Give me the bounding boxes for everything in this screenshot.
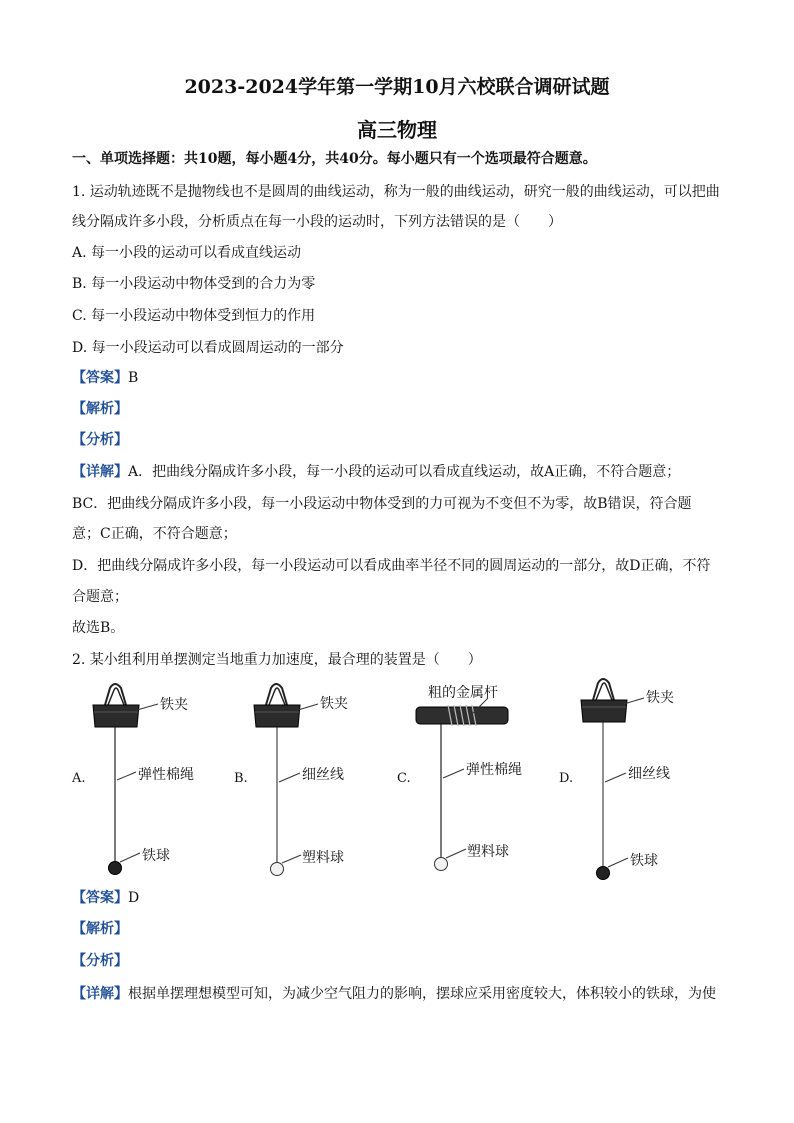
figure-c-string-label: 弹性棉绳 [466,762,522,778]
figure-a-letter: A. [72,771,86,786]
q1-detail-line4: D．把曲线分隔成许多小段，每一小段运动可以看成曲率半径不同的圆周运动的一部分，故D正确，不符 [72,558,711,574]
q1-stem-line2: 线分隔成许多小段，分析质点在每一小段的运动时，下列方法错误的是（ ） [72,214,562,230]
detail-tag: 【详解】 [72,986,128,1002]
q2-detail1: 根据单摆理想模型可知，为减少空气阻力的影响，摆球应采用密度较大，体积较小的铁球，为使 [128,986,716,1002]
q2-analysis-tag-line [72,919,722,939]
q1-option-c: C. 每一小段运动中物体受到恒力的作用 [72,308,316,324]
q2-answer: D [128,890,140,906]
figure-d-ball [597,867,610,880]
figure-c-top-label: 粗的金属杆 [428,685,498,701]
q2-answer-line [72,888,722,908]
figure-d-string-label: 细丝线 [628,766,670,782]
figure-b-ball-label: 塑料球 [302,850,344,866]
figure-a-clip-icon [93,684,139,727]
figure-c-rod-icon [416,705,508,726]
figure-d-ball-label: 铁球 [630,853,658,869]
q1-stem-line1: 1. 运动轨迹既不是抛物线也不是圆周的曲线运动，称为一般的曲线运动，研究一般的曲线运动，可以把曲 [72,184,720,200]
figure-d-letter: D. [559,771,574,786]
exam-title: 2023-2024学年第一学期10月六校联合调研试题 [184,76,610,98]
figure-d-clip-icon [581,679,627,722]
answer-tag: 【答案】 [72,890,128,906]
figure-d-top-label: 铁夹 [646,690,674,706]
analysis-tag: 【解析】 [72,401,128,417]
q1-answer: B [128,370,139,386]
q2-stem: 2. 某小组利用单摆测定当地重力加速度，最合理的装置是（ ） [72,652,482,668]
figure-c-ball [435,858,448,871]
detail-tag: 【详解】 [72,464,128,480]
q1-option-a: A. 每一小段的运动可以看成直线运动 [72,245,302,261]
figure-c-ball-label: 塑料球 [467,844,509,860]
exam-subtitle: 高三物理 [357,118,437,142]
answer-tag: 【答案】 [72,370,128,386]
figure-b-top-label: 铁夹 [320,696,348,712]
figure-a-top-label: 铁夹 [160,697,188,713]
figure-c-letter: C. [397,771,411,786]
q2-fenxi-tag-line [72,951,722,971]
q1-detail1: A．把曲线分隔成许多小段，每一小段的运动可以看成直线运动，故A正确，不符合题意； [128,464,681,480]
q1-detail-line3: 意；C正确，不符合题意； [72,526,237,542]
q1-conclusion: 故选B。 [72,620,125,636]
figure-b-ball [271,863,284,876]
figure-b-string-label: 细丝线 [302,767,344,783]
analysis-tag: 【解析】 [72,921,128,937]
q2-detail-line1 [72,984,722,1004]
q1-option-d: D. 每一小段运动可以看成圆周运动的一部分 [72,340,344,356]
figure-b-letter: B. [234,771,248,786]
figure-b-clip-icon [254,684,300,727]
figure-a-ball [109,862,122,875]
fenxi-tag: 【分析】 [72,432,128,448]
q1-option-b: B. 每一小段运动中物体受到的合力为零 [72,276,316,292]
figure-a-string-label: 弹性棉绳 [138,767,194,783]
q1-detail-line5: 合题意； [72,589,128,605]
section-heading: 一、单项选择题：共10题，每小题4分，共40分。每小题只有一个选项最符合题意。 [72,151,597,167]
fenxi-tag: 【分析】 [72,953,128,969]
q1-detail-line2: BC．把曲线分隔成许多小段，每一小段运动中物体受到的力可视为不变但不为零，故B错误，符合题 [72,496,692,512]
figure-a-ball-label: 铁球 [142,848,170,864]
